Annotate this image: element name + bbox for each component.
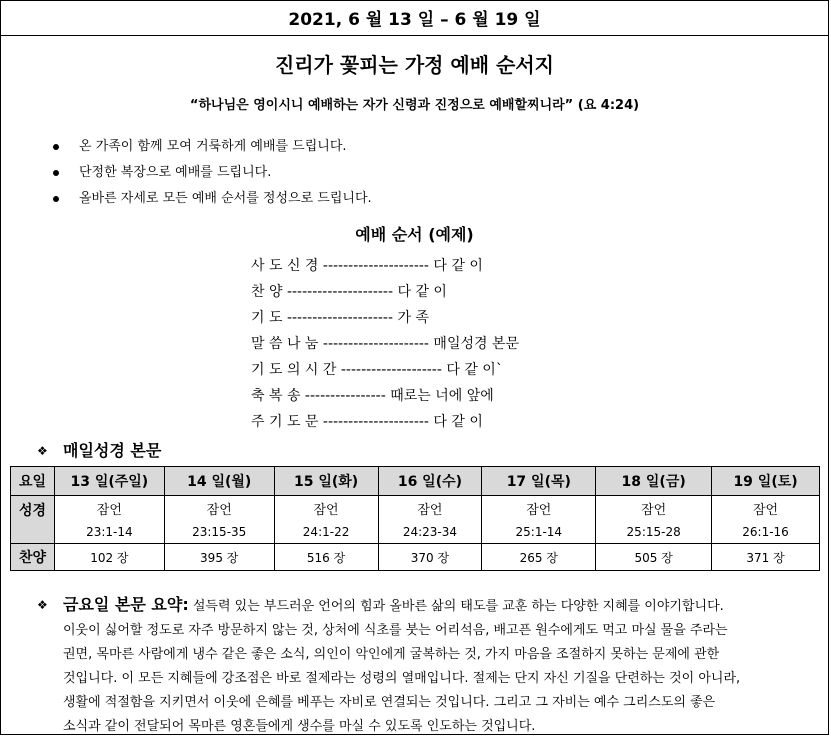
scripture-row — [11, 496, 820, 544]
scripture-ref: 23:15-35 — [192, 524, 247, 539]
order-item-prayer: 기 도 --------------------- 가 족 — [251, 310, 429, 326]
scripture-label: 성경 — [11, 496, 55, 544]
daily-bible-heading — [37, 440, 161, 462]
scripture-book: 잠언 — [96, 502, 122, 518]
daily-bible-table — [10, 466, 820, 571]
scripture-ref: 24:23-34 — [402, 524, 458, 539]
hymn-cell: 516 장 — [274, 544, 378, 571]
guideline-item: 온 가족이 함께 모여 거룩하게 예배를 드립니다. — [49, 134, 372, 160]
summary-line: 이웃이 싫어할 정도로 자주 방문하지 않는 것, 상처에 식초를 붓는 어리석음, 배고픈 원수에게도 먹고 마실 물을 주라는 — [63, 623, 728, 638]
summary-line: 생활에 적절함을 지키면서 이웃에 은혜를 베푸는 자비로 연결되는 것입니다. 그리고 그 자비는 예수 그리스도의 좋은 — [63, 695, 716, 710]
day-header: 18 일(금) — [596, 467, 712, 496]
day-header: 15 일(화) — [274, 467, 378, 496]
order-item-hymn: 찬 양 --------------------- 다 같 이 — [251, 284, 447, 300]
day-header: 17 일(목) — [482, 467, 596, 496]
page-title: 진리가 꽃피는 가정 예배 순서지 — [274, 53, 554, 77]
scripture-cell — [596, 496, 712, 544]
hymn-cell: 395 장 — [164, 544, 274, 571]
scripture-book: 잠언 — [526, 502, 552, 518]
worship-order-list — [251, 253, 591, 435]
scripture-cell — [54, 496, 164, 544]
scripture-cell — [274, 496, 378, 544]
order-item-prayer-time: 기 도 의 시 간 -------------------- 다 같 이` — [251, 362, 503, 378]
summary-text: 설득력 있는 부드러운 언어의 힘과 올바른 삶의 태도를 교훈 하는 다양한 지혜를 이야기합니다. — [188, 599, 724, 614]
order-item-blessing-song: 축 복 송 ---------------- 때로는 너에 앞에 — [251, 388, 494, 404]
guideline-item: 올바른 자세로 모든 예배 순서를 정성으로 드립니다. — [49, 186, 372, 212]
scripture-cell — [164, 496, 274, 544]
hymn-cell: 265 장 — [482, 544, 596, 571]
scripture-cell — [378, 496, 482, 544]
summary-line: 것입니다. 이 모든 지혜들에 강조점은 바로 절제라는 성령의 열매입니다. 절제는 단지 자신 기질을 단련하는 것이 아니라, — [63, 671, 741, 686]
guideline-item: 단정한 복장으로 예배를 드립니다. — [49, 160, 372, 186]
hymn-cell: 505 장 — [596, 544, 712, 571]
scripture-cell — [482, 496, 596, 544]
hymn-cell: 371 장 — [712, 544, 820, 571]
table-header-row — [11, 467, 820, 496]
order-item-sermon: 말 씀 나 눔 --------------------- 매일성경 본문 — [251, 336, 520, 352]
scripture-ref: 24:1-22 — [302, 524, 350, 539]
worship-order-title: 예배 순서 (예제) — [355, 225, 474, 244]
scripture-book: 잠언 — [313, 502, 339, 518]
summary-first-line — [37, 593, 812, 619]
date-range-header: 2021, 6 월 13 일 – 6 월 19 일 — [1, 5, 828, 36]
guidelines-list — [49, 134, 372, 212]
scripture-ref: 23:1-14 — [86, 524, 133, 539]
day-header: 14 일(월) — [164, 467, 274, 496]
summary-body — [37, 619, 812, 735]
daily-bible-title: 매일성경 본문 — [63, 441, 162, 460]
scripture-verse: “하나님은 영이시니 예배하는 자가 신령과 진정으로 예배할찌니라” (요 4:24) — [189, 98, 640, 113]
header-label: 요일 — [11, 467, 55, 496]
order-item-lords-prayer: 주 기 도 문 --------------------- 다 같 이 — [251, 414, 483, 430]
scripture-ref: 26:1-16 — [742, 524, 789, 539]
diamond-bullet-icon: ❖ — [37, 444, 48, 458]
scripture-ref: 25:15-28 — [626, 524, 681, 539]
order-item-creed: 사 도 신 경 --------------------- 다 같 이 — [251, 258, 483, 274]
friday-summary — [37, 593, 812, 735]
day-header: 19 일(토) — [712, 467, 820, 496]
summary-label: 금요일 본문 요약: — [63, 595, 189, 614]
hymn-cell: 370 장 — [378, 544, 482, 571]
scripture-ref: 25:1-14 — [515, 524, 563, 539]
summary-line: 권면, 목마른 사람에게 냉수 같은 좋은 소식, 의인이 악인에게 굴복하는 것, 가지 마음을 조절하지 못하는 문제에 관한 — [63, 647, 720, 662]
hymn-cell: 102 장 — [54, 544, 164, 571]
scripture-book: 잠언 — [417, 502, 443, 518]
hymn-label: 찬양 — [11, 544, 55, 571]
diamond-bullet-icon: ❖ — [37, 598, 48, 612]
summary-line: 소식과 같이 전달되어 목마른 영혼들에게 생수를 마실 수 있도록 인도하는 것입니다. — [63, 719, 536, 734]
scripture-book: 잠언 — [752, 502, 779, 518]
scripture-cell — [712, 496, 820, 544]
day-header: 13 일(주일) — [54, 467, 164, 496]
scripture-book: 잠언 — [641, 502, 667, 518]
day-header: 16 일(수) — [378, 467, 482, 496]
scripture-book: 잠언 — [206, 502, 232, 518]
hymn-row — [11, 544, 820, 571]
